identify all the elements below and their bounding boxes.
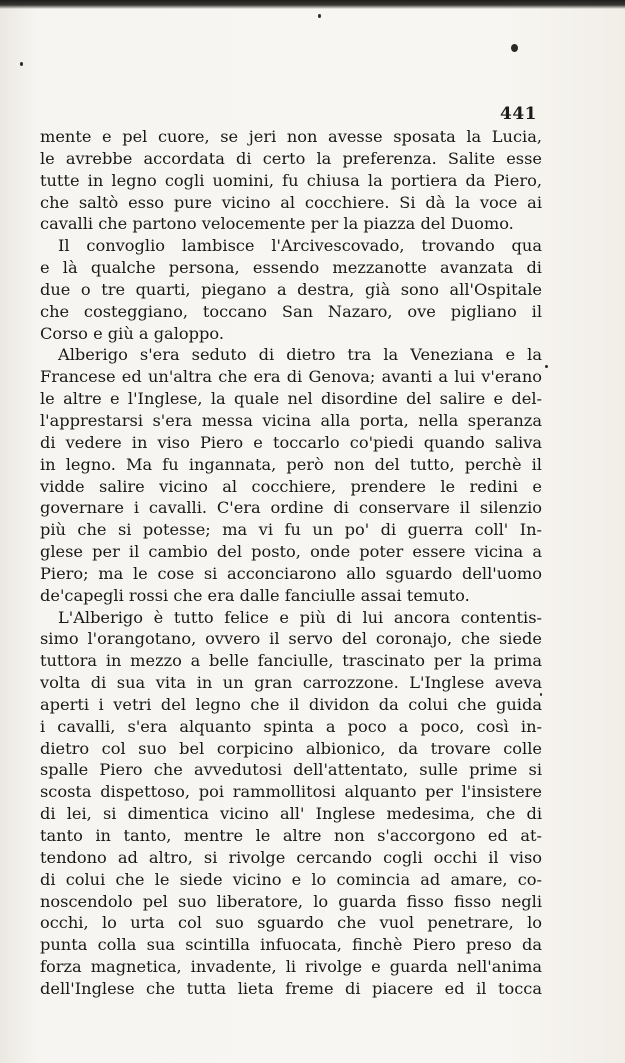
ink-speck <box>545 365 548 368</box>
text-line: cavalli che partono velocemente per la piazza del Duomo. <box>40 214 514 234</box>
text-line: dietro col suo bel corpicino albionico, da trovare colle <box>40 738 542 758</box>
text-line: e là qualche persona, essendo mezzanotte avanzata di <box>40 258 542 278</box>
text-line: Corso e giù a galoppo. <box>40 323 224 343</box>
text-line: due o tre quarti, piegano a destra, già sono all'Ospitale <box>40 279 542 299</box>
page-number: 441 <box>500 104 537 124</box>
text-line: di colui che le siede vicino e lo comincia ad amare, co- <box>40 869 542 889</box>
text-line: più che si potesse; ma vi fu un po' di guerra coll' In- <box>40 520 542 540</box>
text-line: l'apprestarsi s'era messa vicina alla porta, nella speranza <box>40 410 542 430</box>
text-line: scosta dispettoso, poi rammollitosi alquanto per l'insistere <box>40 782 542 802</box>
text-line: di lei, si dimentica vicino all' Inglese medesima, che di <box>40 804 542 824</box>
body-text <box>40 126 542 1000</box>
text-line: dell'Inglese che tutta lieta freme di piacere ed il tocca <box>40 978 542 998</box>
text-line: occhi, lo urta col suo sguardo che vuol penetrare, lo <box>40 913 542 933</box>
text-line: in legno. Ma fu ingannata, però non del tutto, perchè il <box>40 454 542 474</box>
text-line: tanto in tanto, mentre le altre non s'accorgono ed at- <box>40 826 542 845</box>
text-line: aperti i vetri del legno che il dividon da colui che guida <box>40 694 542 714</box>
text-line: tendono ad altro, si rivolge cercando cogli occhi il viso <box>40 847 542 867</box>
text-line: mente e pel cuore, se jeri non avesse sposata la Lucia, <box>40 127 542 146</box>
text-line: forza magnetica, invadente, li rivolge e guarda nell'anima <box>40 957 542 977</box>
text-line: punta colla sua scintilla infuocata, finchè Piero preso da <box>40 935 542 955</box>
page-top-shadow <box>0 0 625 9</box>
text-line: i cavalli, s'era alquanto spinta a poco a poco, così in- <box>40 716 542 736</box>
text-line: simo l'orangotano, ovvero il servo del coronajo, che siede <box>40 629 542 649</box>
ink-speck <box>20 62 23 66</box>
text-line: di vedere in viso Piero e toccarlo co'piedi quando saliva <box>40 432 542 452</box>
text-line: Piero; ma le cose si acconciarono allo sguardo dell'uomo <box>40 563 542 583</box>
text-line: tuttora in mezzo a belle fanciulle, trascinato per la prima <box>40 651 542 671</box>
text-line: glese per il cambio del posto, onde poter essere vicina a <box>40 542 542 562</box>
text-line: noscendolo pel suo liberatore, lo guarda fisso fisso negli <box>40 891 542 911</box>
text-line: de'capegli rossi che era dalle fanciulle assai temuto. <box>40 585 470 605</box>
paragraph-start-line: Il convoglio lambisce l'Arcivescovado, trovando qua <box>58 236 542 256</box>
text-line: che saltò esso pure vicino al cocchiere. Si dà la voce ai <box>40 192 542 212</box>
ink-speck <box>511 44 518 52</box>
text-line: le altre e l'Inglese, la quale nel disordine del salire e del- <box>40 389 542 409</box>
paragraph-start-line: Alberigo s'era seduto di dietro tra la Veneziana e la <box>58 345 542 365</box>
text-line: tutte in legno cogli uomini, fu chiusa la portiera da Piero, <box>40 170 542 190</box>
text-line: spalle Piero che avvedutosi dell'attentato, sulle prime si <box>40 760 542 780</box>
text-line: vidde salire vicino al cocchiere, prendere le redini e <box>40 476 542 496</box>
text-line: che costeggiano, toccano San Nazaro, ove pigliano il <box>40 301 542 321</box>
text-line: governare i cavalli. C'era ordine di conservare il silenzio <box>40 498 542 518</box>
paragraph-start-line: L'Alberigo è tutto felice e più di lui ancora contentis- <box>58 607 542 627</box>
text-line: Francese ed un'altra che era di Genova; avanti a lui v'erano <box>40 367 542 387</box>
ink-speck <box>318 14 321 18</box>
text-line: volta di sua vita in un gran carrozzone. L'Inglese aveva <box>40 673 542 693</box>
text-line: le avrebbe accordata di certo la preferenza. Salite esse <box>40 148 542 168</box>
